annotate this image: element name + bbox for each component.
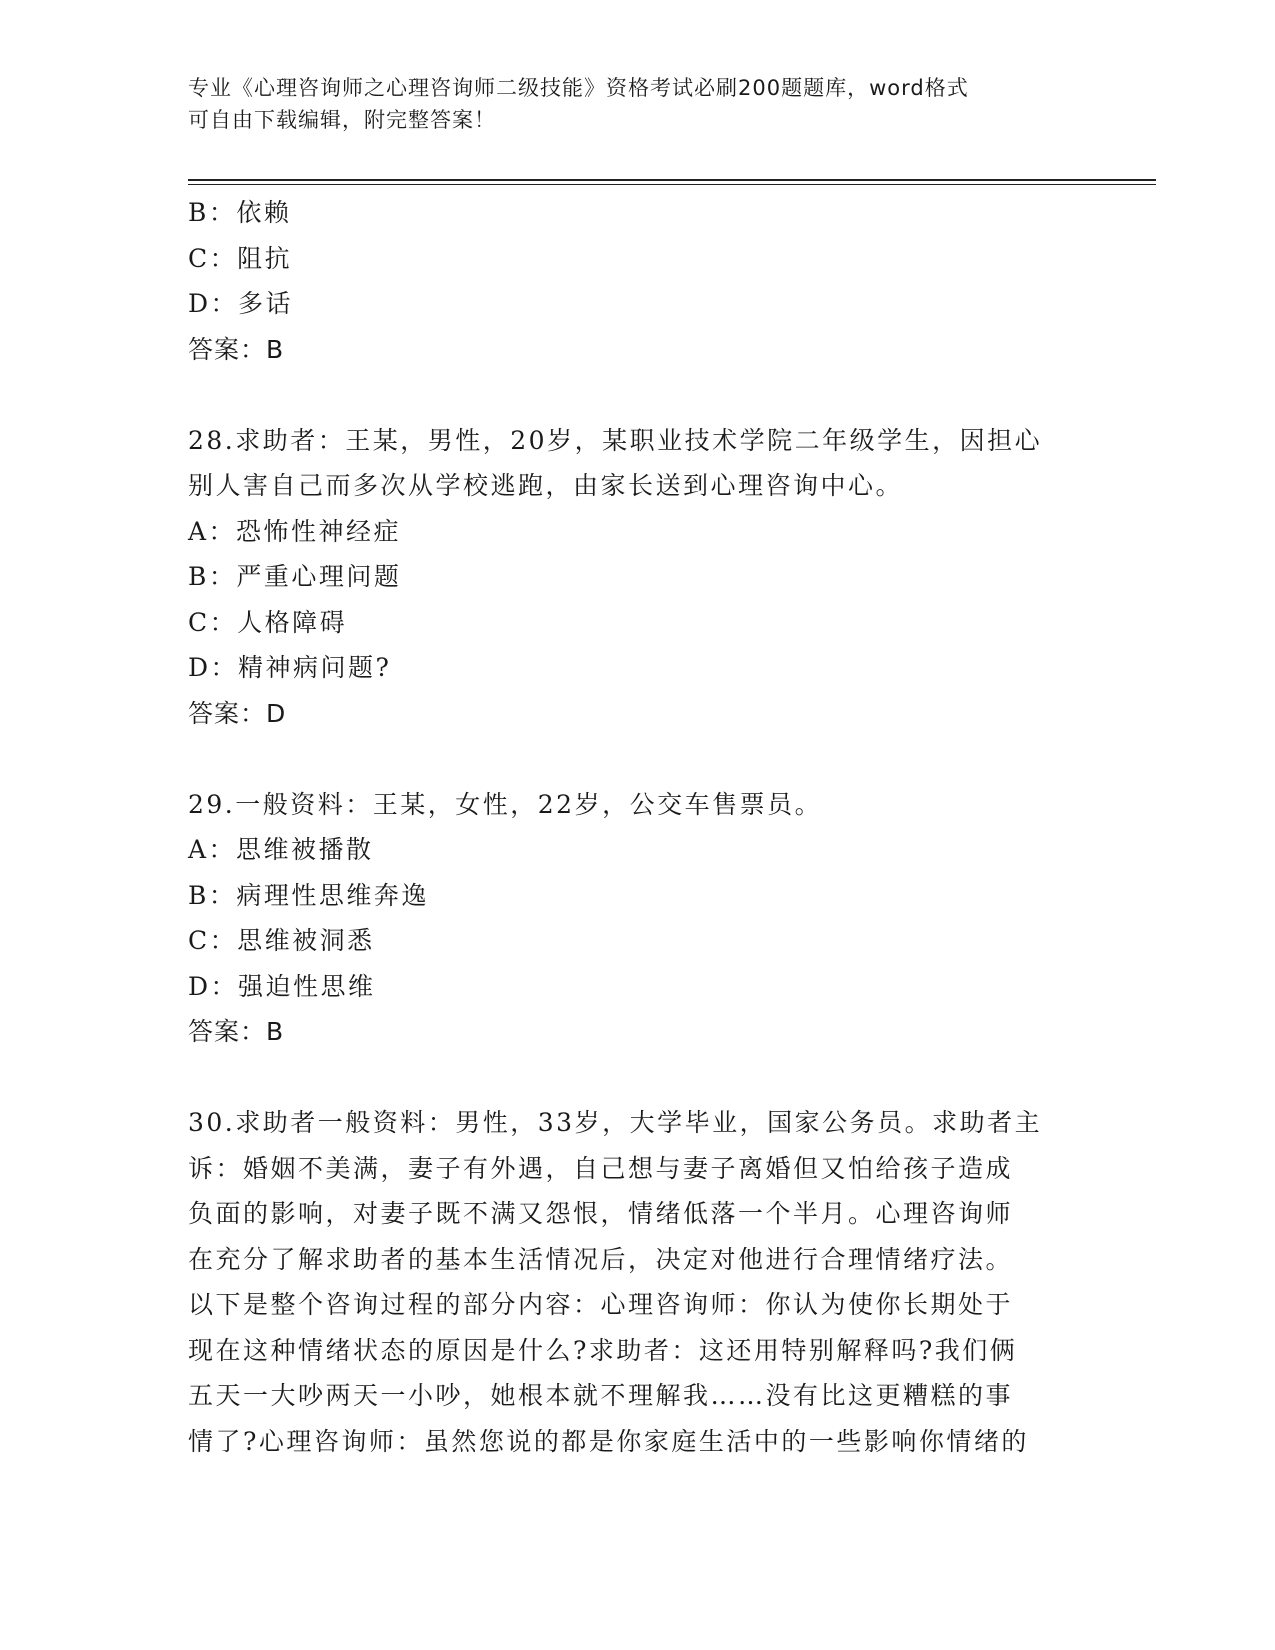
- answer-line: 答案：D: [188, 698, 287, 728]
- question-30: [188, 1100, 1088, 1464]
- question-text-line: 五天一大吵两天一小吵，她根本就不理解我……没有比这更糟糕的事: [188, 1381, 1014, 1410]
- option-b: B：病理性思维奔逸: [188, 880, 429, 910]
- document-header: [188, 72, 1068, 136]
- header-line-1: 专业《心理咨询师之心理咨询师二级技能》资格考试必刷200题题库，word格式: [188, 76, 969, 100]
- question-29: [188, 782, 1088, 1055]
- option-c: C：阻抗: [188, 243, 293, 273]
- answer-line: 答案：B: [188, 334, 285, 364]
- question-stem: 28.求助者：王某，男性，20岁，某职业技术学院二年级学生，因担心: [188, 425, 1043, 455]
- question-text-line: 诉：婚姻不美满，妻子有外遇，自己想与妻子离婚但又怕给孩子造成: [188, 1153, 1014, 1183]
- question-28: [188, 418, 1088, 737]
- option-c: C：思维被洞悉: [188, 926, 375, 955]
- option-c: C：人格障碍: [188, 607, 348, 637]
- option-a: A：恐怖性神经症: [188, 516, 402, 546]
- option-b: B：依赖: [188, 198, 292, 227]
- question-27-tail: [188, 190, 1088, 372]
- document-body: [188, 190, 1088, 1464]
- question-text-line: 情了?心理咨询师：虽然您说的都是你家庭生活中的一些影响你情绪的: [188, 1426, 1029, 1456]
- option-d: D：多话: [188, 289, 294, 318]
- spacer: [188, 736, 1088, 782]
- question-text-line: 在充分了解求助者的基本生活情况后，决定对他进行合理情绪疗法。: [188, 1244, 1014, 1274]
- option-a: A：思维被播散: [188, 835, 374, 864]
- question-text-line: 以下是整个咨询过程的部分内容：心理咨询师：你认为使你长期处于: [188, 1290, 1014, 1319]
- option-b: B：严重心理问题: [188, 562, 402, 591]
- answer-line: 答案：B: [188, 1017, 285, 1046]
- header-rule-thin: [188, 184, 1156, 185]
- header-rule-thick: [188, 179, 1156, 181]
- question-stem-cont: 别人害自己而多次从学校逃跑，由家长送到心理咨询中心。: [188, 471, 904, 500]
- question-text-line: 负面的影响，对妻子既不满又怨恨，情绪低落一个半月。心理咨询师: [188, 1199, 1014, 1228]
- question-text-line: 现在这种情绪状态的原因是什么?求助者：这还用特别解释吗?我们俩: [188, 1335, 1018, 1365]
- question-text-line: 30.求助者一般资料：男性，33岁，大学毕业，国家公务员。求助者主: [188, 1108, 1043, 1137]
- option-d: D：精神病问题?: [188, 653, 392, 682]
- option-d: D：强迫性思维: [188, 971, 376, 1001]
- header-line-2: 可自由下载编辑，附完整答案！: [188, 108, 496, 132]
- spacer: [188, 372, 1088, 418]
- question-stem: 29.一般资料：王某，女性，22岁，公交车售票员。: [188, 789, 823, 819]
- spacer: [188, 1055, 1088, 1101]
